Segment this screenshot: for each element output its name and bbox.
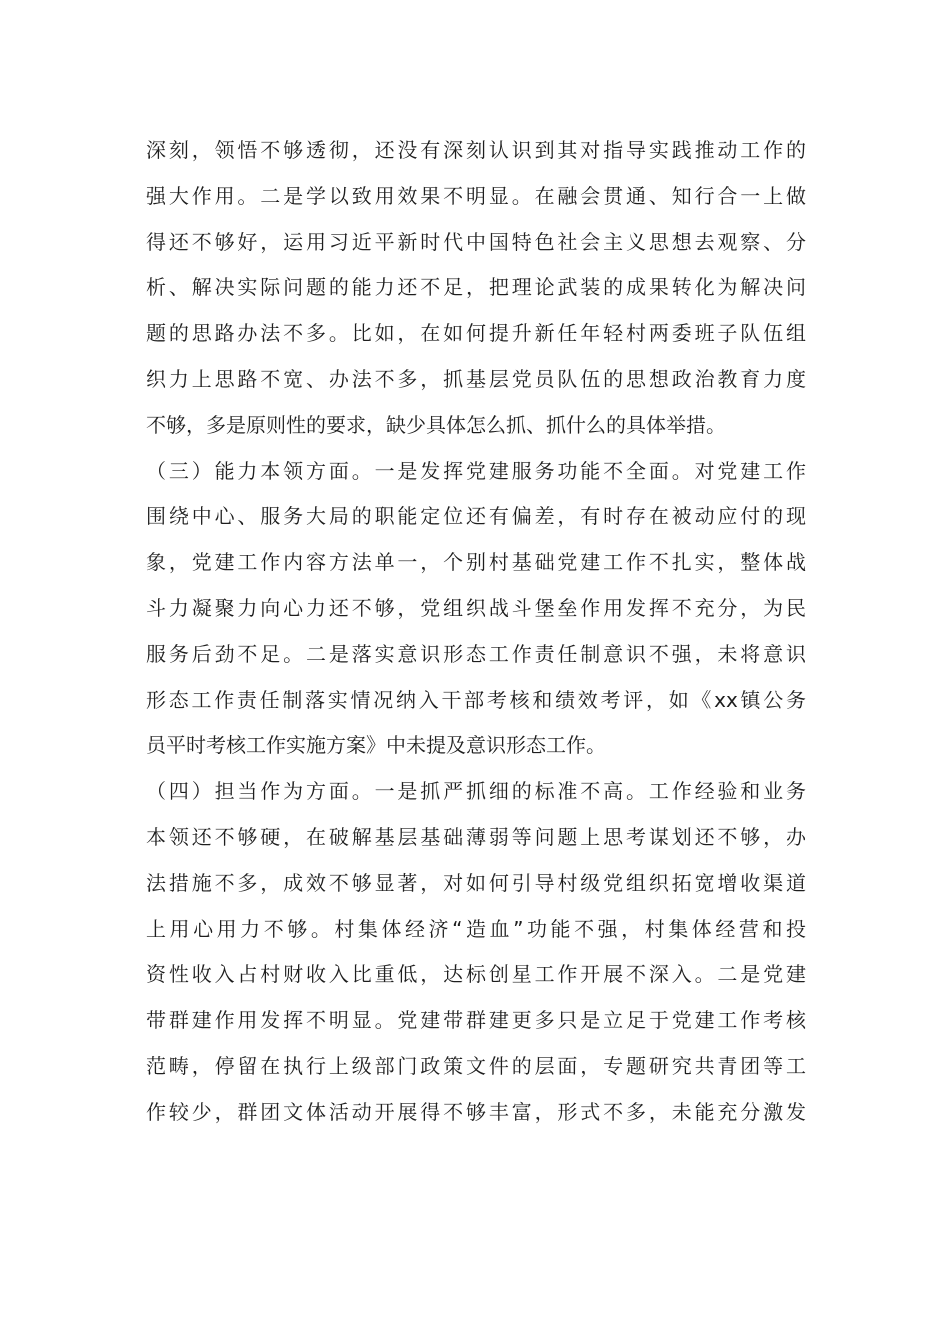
text-line: 题的思路办法不多。比如，在如何提升新任年轻村两委班子队伍组 <box>146 321 806 346</box>
body-text <box>146 128 806 1136</box>
text-line: 深刻，领悟不够透彻，还没有深刻认识到其对指导实践推动工作的 <box>146 138 806 162</box>
text-line: 法措施不多，成效不够显著，对如何引导村级党组织拓宽增收渠道 <box>146 870 806 895</box>
text-line: 形态工作责任制落实情况纳入干部考核和绩效考评，如《xx镇公务 <box>146 687 806 712</box>
text-line: 本领还不够硬，在破解基层基础薄弱等问题上思考谋划还不够，办 <box>146 824 806 849</box>
text-line: 带群建作用发挥不明显。党建带群建更多只是立足于党建工作考核 <box>146 1008 806 1033</box>
text-line: 织力上思路不宽、办法不多，抓基层党员队伍的思想政治教育力度 <box>146 366 806 391</box>
text-line: 析、解决实际问题的能力还不足，把理论武装的成果转化为解决问 <box>146 275 806 300</box>
text-line: 强大作用。二是学以致用效果不明显。在融会贯通、知行合一上做 <box>146 183 806 208</box>
text-line: 服务后劲不足。二是落实意识形态工作责任制意识不强，未将意识 <box>146 641 806 666</box>
section-heading-line: （三）能力本领方面。一是发挥党建服务功能不全面。对党建工作 <box>146 458 806 483</box>
text-line: 上用心用力不够。村集体经济“造血”功能不强，村集体经营和投 <box>146 916 806 941</box>
text-line: 得还不够好，运用习近平新时代中国特色社会主义思想去观察、分 <box>146 229 806 254</box>
text-line: 不够，多是原则性的要求，缺少具体怎么抓、抓什么的具体举措。 <box>146 412 726 437</box>
text-line: 员平时考核工作实施方案》中未提及意识形态工作。 <box>146 733 606 758</box>
text-line: 斗力凝聚力向心力还不够，党组织战斗堡垒作用发挥不充分，为民 <box>146 595 806 620</box>
text-line: 围绕中心、服务大局的职能定位还有偏差，有时存在被动应付的现 <box>146 504 806 529</box>
text-line: 资性收入占村财收入比重低，达标创星工作开展不深入。二是党建 <box>146 962 806 987</box>
text-line: 范畴，停留在执行上级部门政策文件的层面，专题研究共青团等工 <box>146 1053 806 1078</box>
section-heading-line: （四）担当作为方面。一是抓严抓细的标准不高。工作经验和业务 <box>146 779 806 804</box>
text-line: 作较少，群团文体活动开展得不够丰富，形式不多，未能充分激发 <box>146 1099 806 1124</box>
text-line: 象，党建工作内容方法单一，个别村基础党建工作不扎实，整体战 <box>146 550 806 575</box>
